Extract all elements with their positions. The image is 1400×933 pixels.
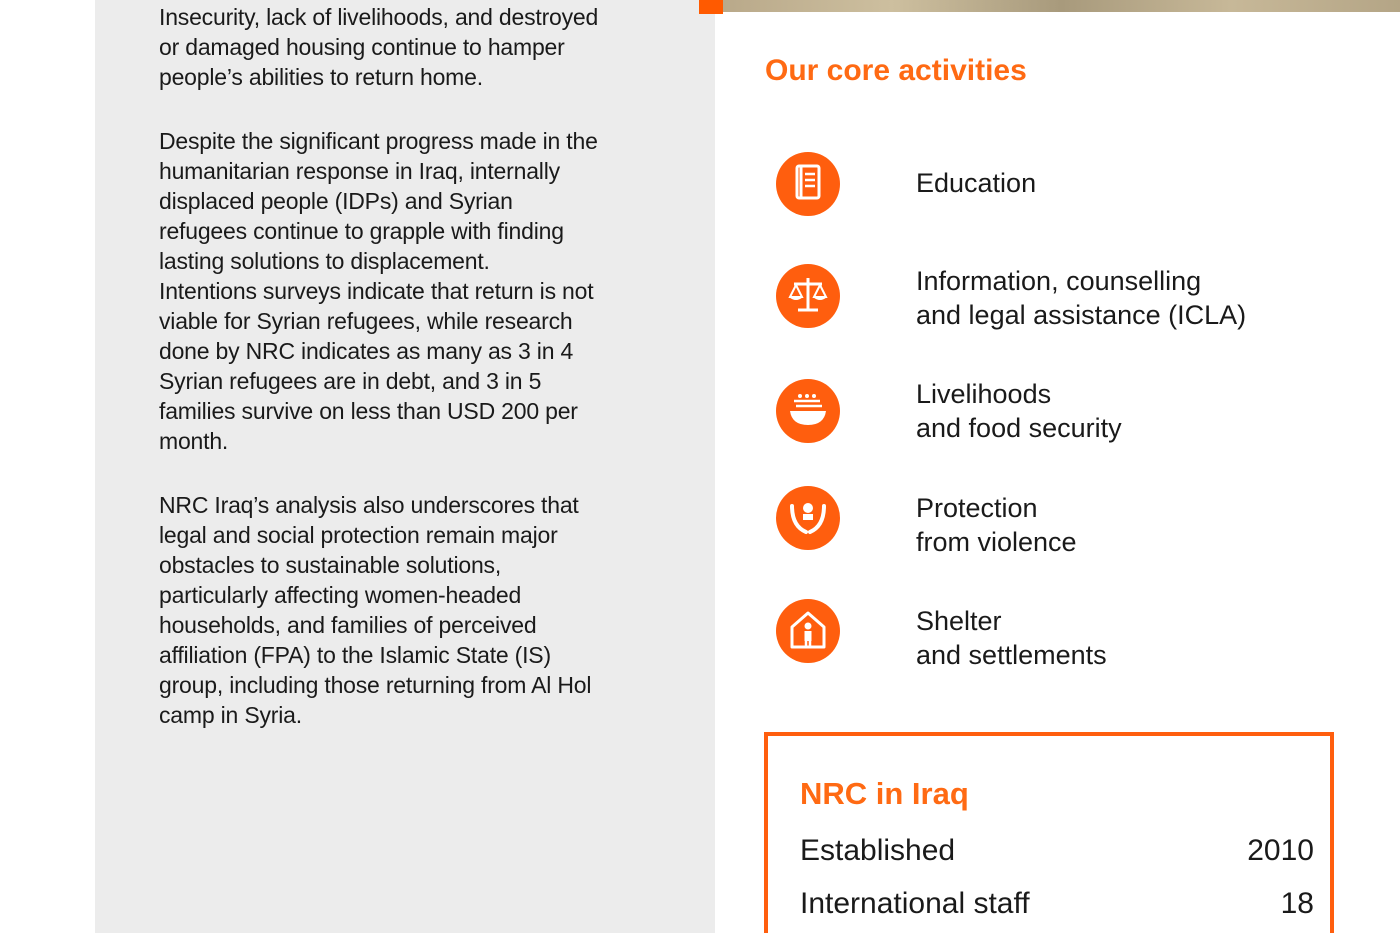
stat-value: 2010	[1247, 834, 1314, 867]
nrc-in-iraq-box	[764, 732, 1334, 933]
orange-accent-marker	[699, 0, 723, 14]
protection-hands-icon	[776, 486, 840, 550]
education-icon	[776, 152, 840, 216]
activity-shelter	[776, 599, 1336, 669]
activity-livelihoods	[776, 379, 1336, 449]
header-photo-strip	[723, 0, 1400, 12]
activity-icla	[776, 264, 1336, 334]
paragraph-displacement-solutions: Despite the significant progress made in the humanitarian response in Iraq, internally displaced people (IDPs) and Syrian refugees continue to grapple with finding lasting solutions to displacement. Intentions surveys indicate that return is not viable for Syrian refugees, while research done by NRC indicates as many as 3 in 4 Syrian refugees are in debt, and 3 in 5 families survive on less than USD 200 per month.	[159, 128, 598, 454]
stat-value: 18	[1280, 887, 1314, 920]
core-activities-heading: Our core activities	[765, 54, 1027, 87]
shelter-icon	[776, 599, 840, 663]
nrc-box-title: NRC in Iraq	[800, 776, 969, 811]
scales-icon	[776, 264, 840, 328]
activity-label: Education	[916, 168, 1037, 198]
paragraph-protection-analysis: NRC Iraq’s analysis also underscores that legal and social protection remain major obstacles to sustainable solutions, particularly affecting women-headed households, and families of perceived affiliation (FPA) to the Islamic State (IS) group, including those returning from Al Hol camp in Syria.	[159, 492, 592, 728]
paragraph-return-barriers: Insecurity, lack of livelihoods, and destroyed or damaged housing continue to hamper people’s abilities to return home.	[159, 4, 599, 90]
activity-protection	[776, 486, 1336, 556]
activity-education	[776, 152, 1336, 222]
left-text-column	[159, 2, 659, 764]
food-bowl-icon	[776, 379, 840, 443]
activity-label: Livelihoods and food security	[916, 379, 1122, 443]
activity-label: Shelter and settlements	[916, 606, 1107, 670]
stat-label: International staff	[800, 887, 1030, 920]
activity-label: Information, counselling and legal assistance (ICLA)	[916, 266, 1247, 330]
stat-label: Established	[800, 834, 956, 867]
activity-label: Protection from violence	[916, 493, 1077, 557]
